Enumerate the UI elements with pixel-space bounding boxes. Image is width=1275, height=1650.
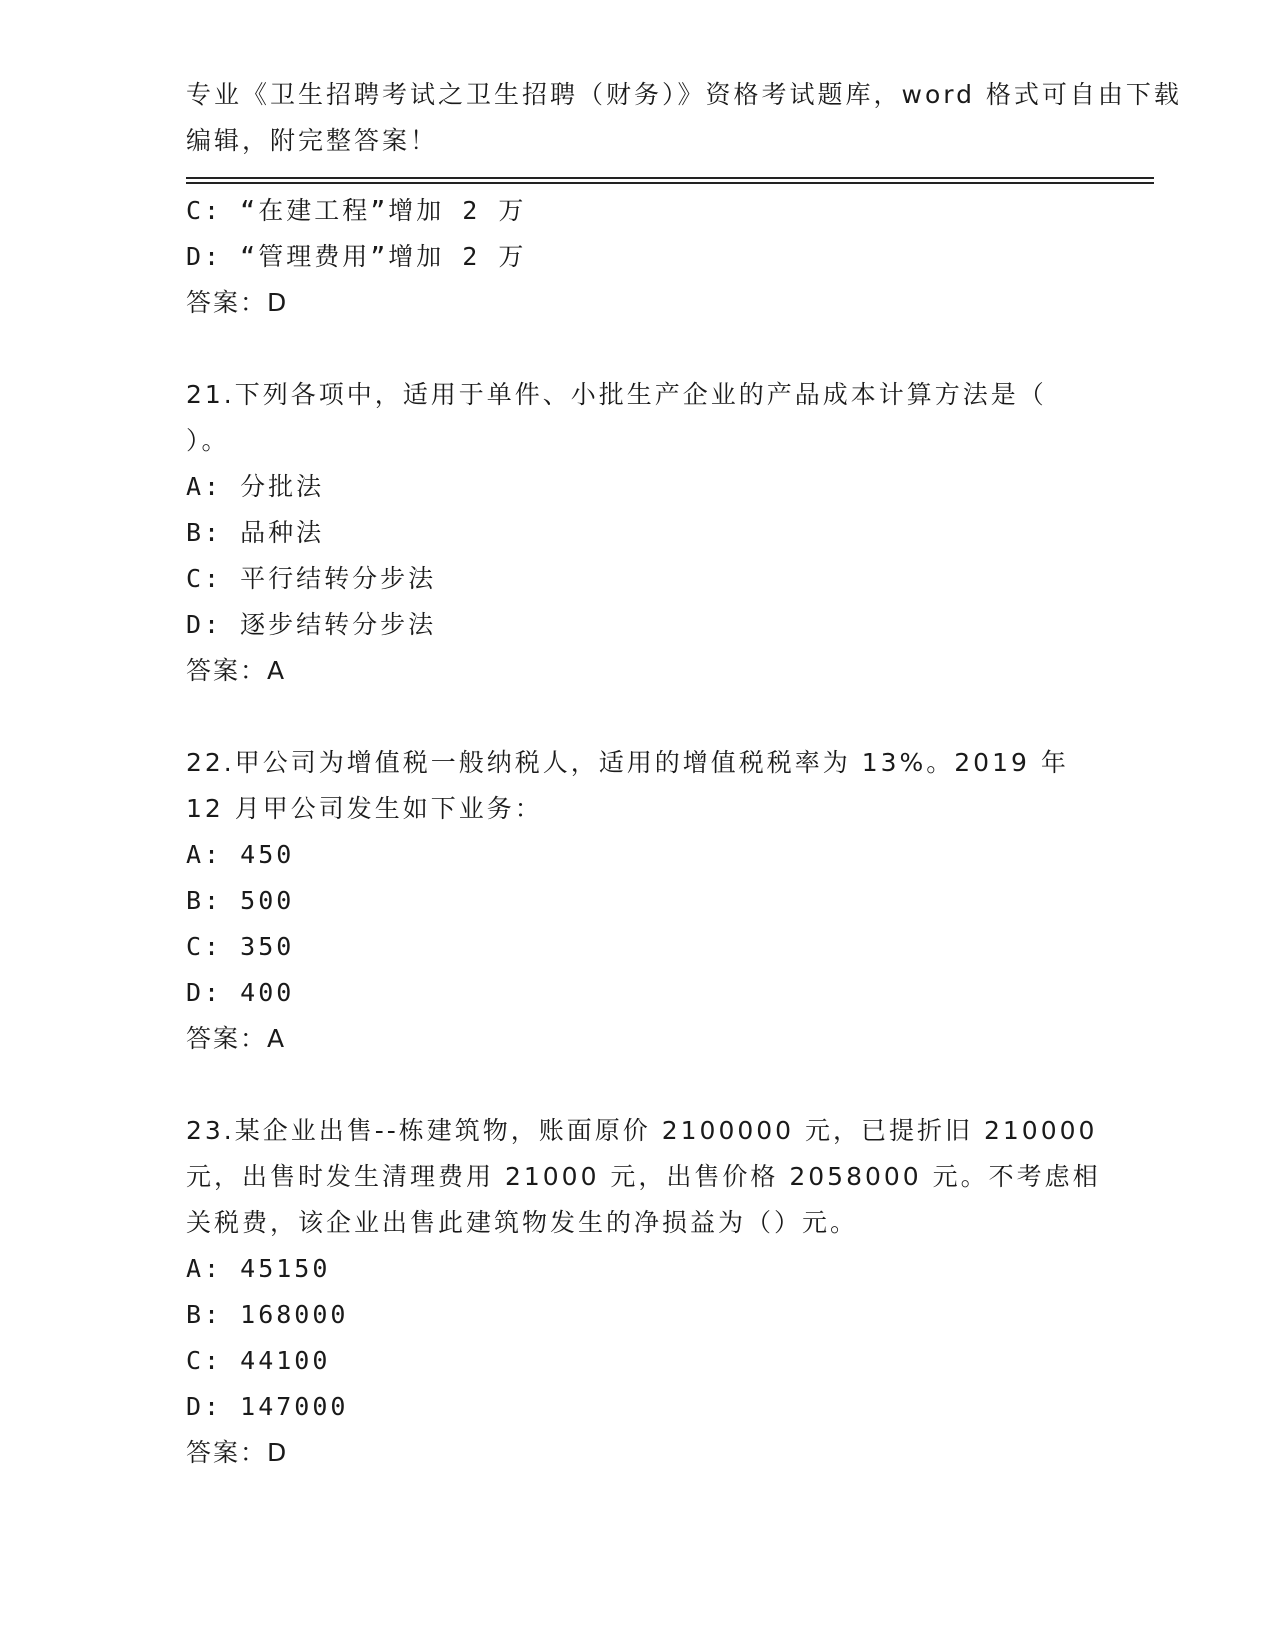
question-21 (186, 372, 1066, 694)
option-b: B: 500 (186, 886, 295, 915)
answer-line: 答案：A (186, 656, 287, 685)
question-22 (186, 740, 1069, 1062)
header-line-1: 专业《卫生招聘考试之卫生招聘（财务）》资格考试题库，word 格式可自由下载 (186, 80, 1182, 109)
answer-line: 答案：A (186, 1024, 287, 1053)
option-c: C: 平行结转分步法 (186, 564, 437, 593)
question-23 (186, 1108, 1101, 1476)
question-stem-line: 12 月甲公司发生如下业务： (186, 794, 543, 823)
option-d: D: 147000 (186, 1392, 349, 1421)
header-divider-bottom (186, 182, 1154, 184)
option-b: B: 168000 (186, 1300, 349, 1329)
question-spacer (186, 326, 1066, 372)
header-line-2: 编辑，附完整答案！ (186, 126, 439, 155)
question-stem-line: 元，出售时发生清理费用 21000 元，出售价格 2058000 元。不考虑相 (186, 1162, 1101, 1191)
answer-line: 答案：D (186, 1438, 289, 1467)
question-stem-line: ）。 (186, 426, 230, 455)
question-spacer (186, 1062, 1066, 1108)
question-stem-line: 关税费，该企业出售此建筑物发生的净损益为（）元。 (186, 1208, 859, 1237)
question-stem-line: 22.甲公司为增值税一般纳税人，适用的增值税税率为 13%。2019 年 (186, 748, 1069, 777)
option-a: A: 分批法 (186, 472, 325, 501)
option-a: A: 450 (186, 840, 295, 869)
option-b: B: 品种法 (186, 518, 325, 547)
option-d: D: 400 (186, 978, 295, 1007)
option-c: C: 44100 (186, 1346, 331, 1375)
option-c: C: “在建工程”增加 2 万 (186, 196, 527, 225)
option-d: D: “管理费用”增加 2 万 (186, 242, 527, 271)
option-a: A: 45150 (186, 1254, 331, 1283)
question-stem-line: 21.下列各项中，适用于单件、小批生产企业的产品成本计算方法是（ (186, 380, 1047, 409)
option-c: C: 350 (186, 932, 295, 961)
prev-question-block (186, 188, 1066, 326)
document-body (186, 188, 1101, 1476)
question-stem-line: 23.某企业出售--栋建筑物，账面原价 2100000 元，已提折旧 210000 (186, 1116, 1098, 1145)
answer-line: 答案：D (186, 288, 289, 317)
header-divider-top (186, 177, 1154, 179)
question-spacer (186, 694, 1066, 740)
option-d: D: 逐步结转分步法 (186, 610, 437, 639)
page-header (186, 72, 1182, 164)
